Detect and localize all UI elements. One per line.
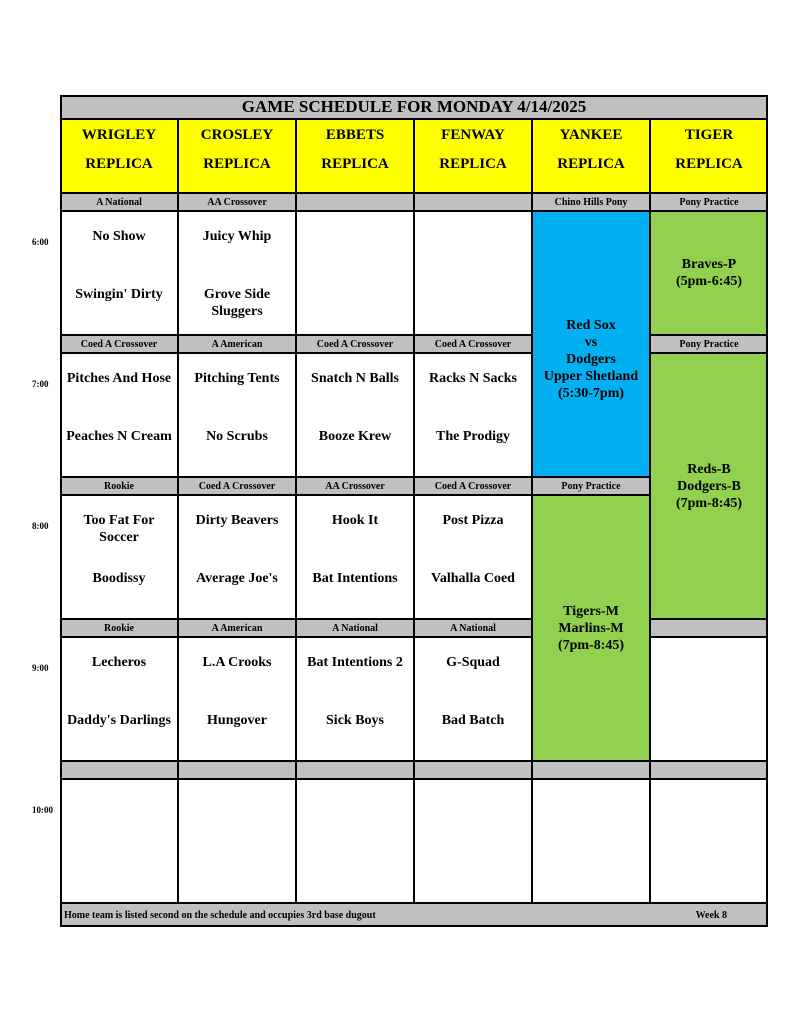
game-cell <box>296 211 414 335</box>
venue-subtitle: REPLICA <box>439 156 507 172</box>
game-cell <box>60 637 178 761</box>
away-team: Post Pizza <box>442 513 504 528</box>
away-team: No Show <box>92 229 146 244</box>
away-team: Too Fat For Soccer <box>83 513 155 545</box>
away-team: L.A Crooks <box>202 655 272 670</box>
venue-header <box>532 119 650 193</box>
empty-cell <box>650 779 768 903</box>
game-cell <box>60 211 178 335</box>
reserved-block-yankee-2: Tigers-M Marlins-M (7pm-8:45) <box>532 495 650 761</box>
game-cell <box>414 637 532 761</box>
division-label: Rookie <box>60 477 178 495</box>
division-label-empty <box>650 761 768 779</box>
away-team: Pitches And Hose <box>66 371 172 386</box>
home-team: Bad Batch <box>441 713 505 728</box>
division-label: A American <box>178 335 296 353</box>
venue-header <box>414 119 532 193</box>
home-team: Average Joe's <box>196 571 278 586</box>
week-label: Week 8 <box>695 910 727 921</box>
venue-subtitle: REPLICA <box>85 156 153 172</box>
venue-name: FENWAY <box>441 127 505 143</box>
reserved-block-tiger-1: Braves-P (5pm-6:45) <box>650 211 768 335</box>
venue-subtitle: REPLICA <box>203 156 271 172</box>
division-label: A American <box>178 619 296 637</box>
game-cell <box>414 353 532 477</box>
away-team: Pitching Tents <box>194 371 280 386</box>
venue-name: WRIGLEY <box>81 127 157 143</box>
empty-cell <box>532 779 650 903</box>
time-label-6: 6:00 <box>32 237 49 247</box>
division-label <box>296 193 414 211</box>
reserved-block-yankee-1: Red Sox vs Dodgers Upper Shetland (5:30-7pm) <box>532 211 650 477</box>
game-cell <box>178 495 296 619</box>
home-team: Bat Intentions <box>312 571 398 586</box>
footer-bar <box>60 903 768 927</box>
division-label: Pony Practice <box>532 477 650 495</box>
time-label-8: 8:00 <box>32 521 49 531</box>
schedule-grid <box>60 95 768 927</box>
division-label-empty <box>178 761 296 779</box>
reserved-block-tiger-2: Reds-B Dodgers-B (7pm-8:45) <box>650 353 768 619</box>
game-cell <box>178 637 296 761</box>
game-cell <box>296 637 414 761</box>
home-team: Swingin' Dirty <box>75 287 163 302</box>
home-team: Grove Side Sluggers <box>203 287 271 319</box>
away-team: Racks N Sacks <box>429 371 517 386</box>
away-team: Juicy Whip <box>202 229 272 244</box>
empty-cell <box>178 779 296 903</box>
home-team: Boodissy <box>92 571 146 586</box>
time-label-10: 10:00 <box>32 805 53 815</box>
away-team: Dirty Beavers <box>195 513 279 528</box>
empty-cell <box>414 779 532 903</box>
home-team: Booze Krew <box>318 429 392 444</box>
division-label: Chino Hills Pony <box>532 193 650 211</box>
division-label: Coed A Crossover <box>178 477 296 495</box>
division-label-empty <box>532 761 650 779</box>
game-cell <box>60 495 178 619</box>
division-label-empty <box>414 761 532 779</box>
home-team: Hungover <box>207 713 267 728</box>
game-cell <box>296 495 414 619</box>
venue-subtitle: REPLICA <box>557 156 625 172</box>
division-label <box>650 619 768 637</box>
game-cell <box>178 353 296 477</box>
game-cell <box>60 353 178 477</box>
home-team: The Prodigy <box>435 429 511 444</box>
venue-subtitle: REPLICA <box>675 156 743 172</box>
division-label: Rookie <box>60 619 178 637</box>
time-label-7: 7:00 <box>32 379 49 389</box>
division-label: Coed A Crossover <box>296 335 414 353</box>
game-cell <box>178 211 296 335</box>
division-label: Coed A Crossover <box>414 335 532 353</box>
home-team: Valhalla Coed <box>431 571 515 586</box>
footer-note: Home team is listed second on the schedule and occupies 3rd base dugout <box>64 910 376 921</box>
division-label: A National <box>60 193 178 211</box>
division-label: Pony Practice <box>650 335 768 353</box>
venue-subtitle: REPLICA <box>321 156 389 172</box>
away-team: Lecheros <box>91 655 147 670</box>
empty-cell <box>60 779 178 903</box>
away-team: G-Squad <box>446 655 500 670</box>
time-label-9: 9:00 <box>32 663 49 673</box>
venue-header <box>296 119 414 193</box>
game-cell <box>414 211 532 335</box>
away-team: Bat Intentions 2 <box>307 655 403 670</box>
division-label-empty <box>296 761 414 779</box>
game-cell <box>414 495 532 619</box>
home-team: Daddy's Darlings <box>67 713 171 728</box>
page-title: GAME SCHEDULE FOR MONDAY 4/14/2025 <box>60 95 768 119</box>
empty-cell <box>296 779 414 903</box>
venue-name: YANKEE <box>559 127 623 143</box>
venue-name: EBBETS <box>325 127 385 143</box>
division-label: A National <box>296 619 414 637</box>
division-label: Pony Practice <box>650 193 768 211</box>
venue-name: CROSLEY <box>200 127 274 143</box>
division-label: AA Crossover <box>296 477 414 495</box>
venue-name: TIGER <box>684 127 734 143</box>
home-team: Peaches N Cream <box>66 429 172 444</box>
division-label: Coed A Crossover <box>414 477 532 495</box>
division-label: A National <box>414 619 532 637</box>
home-team: No Scrubs <box>206 429 268 444</box>
division-label-empty <box>60 761 178 779</box>
home-team: Sick Boys <box>326 713 384 728</box>
game-cell <box>296 353 414 477</box>
division-label: Coed A Crossover <box>60 335 178 353</box>
venue-header <box>650 119 768 193</box>
venue-header <box>178 119 296 193</box>
empty-cell <box>650 637 768 761</box>
away-team: Snatch N Balls <box>311 371 399 386</box>
division-label: AA Crossover <box>178 193 296 211</box>
away-team: Hook It <box>331 513 379 528</box>
division-label <box>414 193 532 211</box>
venue-header <box>60 119 178 193</box>
